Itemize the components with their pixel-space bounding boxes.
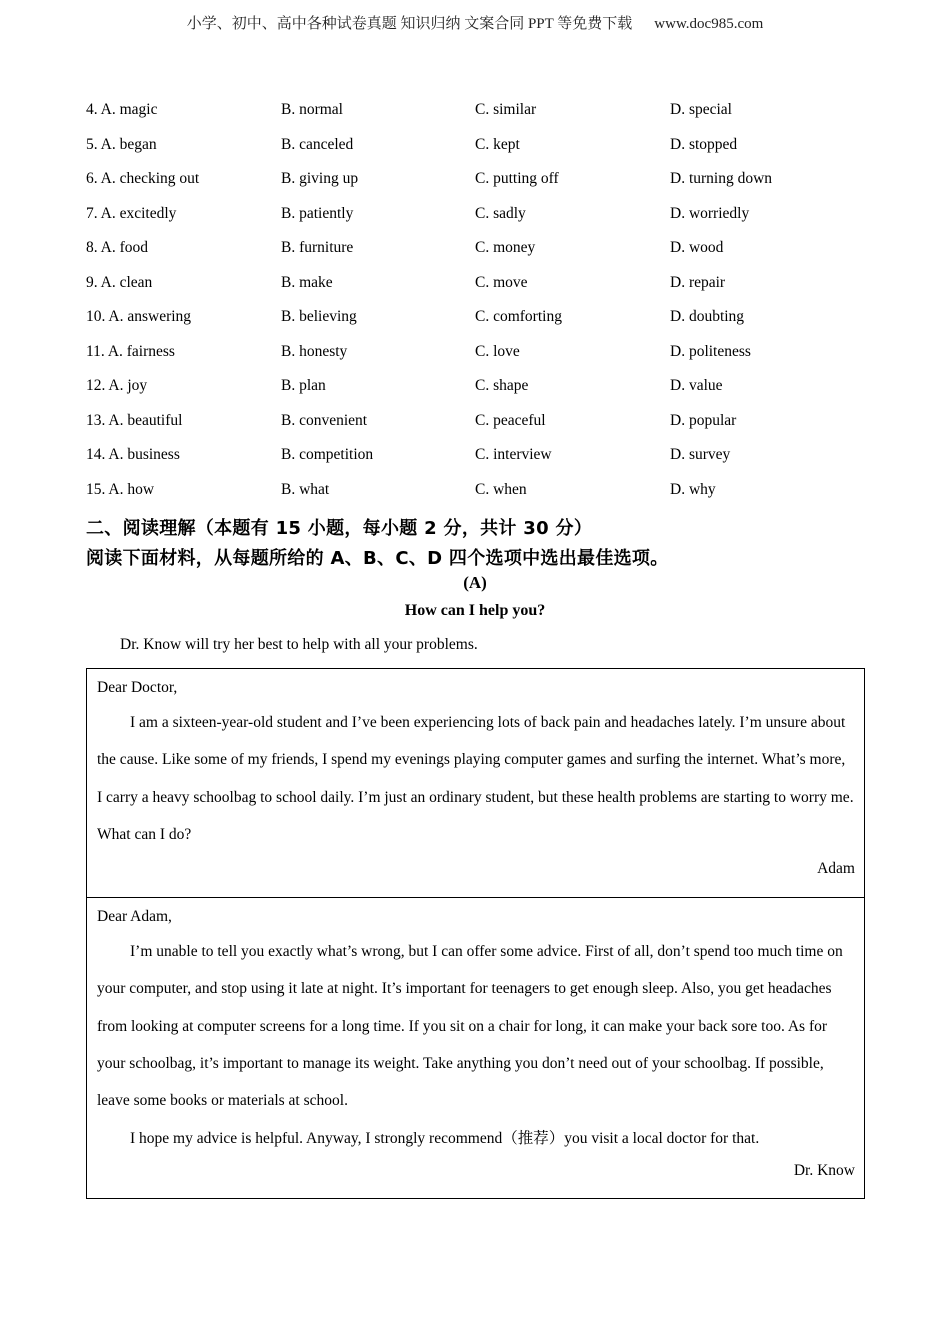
letters-box — [86, 668, 865, 1199]
letter-from-adam — [87, 669, 864, 898]
question-row — [86, 476, 866, 511]
option-d: D. politeness — [670, 342, 751, 360]
question-row — [86, 96, 866, 131]
option-a: 10. A. answering — [86, 308, 192, 325]
option-d: D. doubting — [670, 308, 745, 325]
header-text: 小学、初中、高中各种试卷真题 知识归纳 文案合同 PPT 等免费下载 — [186, 16, 633, 32]
option-c: C. love — [475, 342, 520, 360]
section-instruction: 阅读下面材料，从每题所给的 A、B、C、D 四个选项中选出最佳选项。 — [86, 548, 669, 569]
option-a: 6. A. checking out — [86, 170, 200, 187]
option-a: 5. A. began — [86, 135, 157, 153]
question-row — [86, 269, 866, 304]
letter1-signature: Adam — [817, 860, 855, 877]
option-b: B. convenient — [281, 411, 368, 429]
answer-options-table — [86, 96, 866, 510]
option-a: 8. A. food — [86, 239, 148, 256]
option-a: 12. A. joy — [86, 377, 148, 394]
option-d: D. turning down — [670, 170, 773, 187]
option-b: B. make — [281, 273, 333, 291]
page-header — [0, 12, 950, 33]
option-b: B. believing — [281, 308, 357, 325]
option-a: 15. A. how — [86, 480, 155, 498]
option-a: 13. A. beautiful — [86, 411, 183, 429]
option-c: C. move — [475, 273, 528, 291]
option-b: B. furniture — [281, 239, 354, 256]
option-b: B. patiently — [281, 204, 354, 222]
passage-intro: Dr. Know will try her best to help with all your problems. — [120, 636, 478, 653]
option-b: B. giving up — [281, 170, 359, 187]
header-site-link[interactable]: www.doc985.com — [654, 16, 764, 32]
section-heading: 二、阅读理解（本题有 15 小题，每小题 2 分，共计 30 分） — [86, 518, 593, 539]
question-row — [86, 165, 866, 200]
letter2-signature: Dr. Know — [793, 1162, 855, 1179]
option-a: 9. A. clean — [86, 273, 153, 291]
letter2-body: I’m unable to tell you exactly what’s wrong, but I can offer some advice. First of all, don’t spend too much time on your computer, and stop using it late at night. It’s important for teenagers to get enough sleep. Also, you get headaches from looking at computer screens for a long time. If you sit on a chair for long, it can make your back sore too. As for your schoolbag, it’s important to manage its weight. Take anything you don’t need out of your schoolbag. If possible, leave some books or materials at school. — [97, 943, 843, 1110]
letter-from-dr-know — [87, 898, 864, 1198]
letter2-greeting: Dear Adam, — [97, 908, 172, 925]
option-a: 7. A. excitedly — [86, 204, 177, 222]
option-a: 14. A. business — [86, 446, 180, 463]
option-d: D. popular — [670, 411, 737, 429]
option-c: C. comforting — [475, 308, 562, 325]
letter2-closing: I hope my advice is helpful. Anyway, I strongly recommend（推荐）you visit a local doctor for that. — [130, 1130, 760, 1147]
question-row — [86, 441, 866, 476]
option-d: D. survey — [670, 446, 731, 463]
option-d: D. worriedly — [670, 204, 750, 222]
option-d: D. wood — [670, 239, 724, 256]
option-c: C. similar — [475, 101, 537, 118]
letter1-greeting: Dear Doctor, — [97, 679, 178, 696]
option-d: D. value — [670, 377, 723, 394]
question-row — [86, 200, 866, 235]
option-c: C. peaceful — [475, 411, 546, 429]
option-d: D. special — [670, 101, 732, 118]
option-a: 4. A. magic — [86, 101, 158, 118]
option-d: D. repair — [670, 273, 726, 291]
option-c: C. shape — [475, 377, 529, 394]
letter1-body: I am a sixteen-year-old student and I’ve been experiencing lots of back pain and headaches lately. I’m unsure about the cause. Like some of my friends, I spend my evenings playing computer games and surfing the internet. What’s more, I carry a heavy schoolbag to school daily. I’m just an ordinary student, but these health problems are starting to worry me. What can I do? — [97, 714, 854, 843]
option-c: C. sadly — [475, 204, 526, 222]
question-row — [86, 372, 866, 407]
option-c: C. kept — [475, 135, 520, 153]
option-b: B. canceled — [281, 135, 354, 153]
question-row — [86, 234, 866, 269]
option-b: B. normal — [281, 101, 343, 118]
question-row — [86, 131, 866, 166]
option-b: B. honesty — [281, 342, 348, 360]
passage-label: (A) — [463, 573, 487, 592]
option-b: B. competition — [281, 446, 374, 463]
option-c: C. interview — [475, 446, 552, 463]
question-row — [86, 407, 866, 442]
option-d: D. why — [670, 480, 716, 498]
option-c: C. when — [475, 480, 527, 498]
option-a: 11. A. fairness — [86, 342, 175, 360]
option-d: D. stopped — [670, 135, 738, 153]
option-c: C. money — [475, 239, 536, 256]
question-row — [86, 303, 866, 338]
option-b: B. plan — [281, 377, 326, 394]
option-c: C. putting off — [475, 170, 559, 187]
passage-title: How can I help you? — [404, 602, 546, 619]
question-row — [86, 338, 866, 373]
option-b: B. what — [281, 480, 330, 498]
